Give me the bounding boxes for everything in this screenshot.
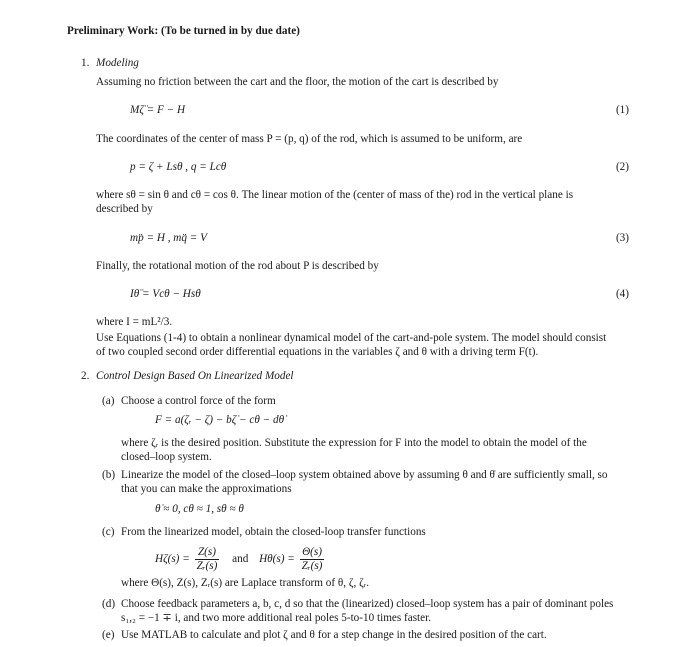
item-b-line-2: that you can make the approximations [121,483,292,495]
item-d-line-1: Choose feedback parameters a, b, c, d so that the (linearized) closed–loop system has a pair of dominant poles [121,598,614,610]
page-heading: Preliminary Work: (To be turned in by due date) [67,25,300,37]
item-e-line-1: Use MATLAB to calculate and plot ζ and θ for a step change in the desired position of the cart. [121,629,547,641]
use-equations-line-2: of two coupled second order differential equations in the variables ζ and θ with a driving term F(t). [96,346,539,358]
where-line-2: described by [96,203,153,215]
equation-3-number: (3) [615,232,629,244]
item-a-line-3: closed–loop system. [121,451,212,463]
equation-1-number: (1) [615,104,629,116]
section-1-intro: Assuming no friction between the cart and the floor, the motion of the cart is described by [96,76,499,88]
use-equations-line-1: Use Equations (1-4) to obtain a nonlinear dynamical model of the cart-and-pole system. The model should consist [96,332,607,344]
where-line-1: where sθ = sin θ and cθ = cos θ. The linear motion of the (center of mass of the) rod in the vertical plane is [96,189,574,201]
item-a-label: (a) [102,395,115,407]
item-c-line-2: where Θ(s), Z(s), Zᵣ(s) are Laplace transform of θ, ζ, ζᵣ. [121,577,370,589]
item-d-label: (d) [102,598,116,610]
equation-4-number: (4) [615,288,629,300]
equation-3: mp̈ = H , mq̈ = V [130,232,207,244]
equation-4: Iθ̈ = Vcθ − Hsθ [130,288,201,300]
item-c-label: (c) [102,526,115,538]
item-b-equation: θ̇ ≈ 0, cθ ≈ 1, sθ ≈ θ [155,503,244,515]
section-2-title: Control Design Based On Linearized Model [96,370,294,382]
section-1-title: Modeling [96,57,139,69]
h-theta-fraction [300,546,325,573]
h-theta-denominator: Zᵣ(s) [301,559,323,572]
transfer-functions [155,546,326,573]
h-zeta-fraction [195,546,220,573]
where-inertia: where I = mL²/3. [96,316,173,328]
h-theta-lhs: Hθ(s) = [259,552,295,565]
h-zeta-numerator: Z(s) [195,546,220,560]
item-a-equation: F = a(ζᵣ − ζ) − bζ̇ − cθ − dθ̇ [155,414,285,426]
equation-2: p = ζ + Lsθ , q = Lcθ [130,161,227,173]
item-b-line-1: Linearize the model of the closed–loop system obtained above by assuming θ and θ̇ are sufficiently small, so [121,469,608,481]
h-zeta-lhs: Hζ(s) = [155,552,190,565]
h-zeta-denominator: Zᵣ(s) [196,559,218,572]
and-word: and [232,552,249,565]
item-d-line-2: s₁,₂ = −1 ∓ i, and two more additional real poles 5-to-10 times faster. [121,612,432,624]
h-theta-numerator: Θ(s) [300,546,325,560]
item-a-line-2: where ζᵣ is the desired position. Substitute the expression for F into the model to obtain the model of the [121,437,587,449]
section-1-number: 1. [81,57,90,69]
item-e-label: (e) [102,629,115,641]
item-a-line-1: Choose a control force of the form [121,395,276,407]
equation-1: Mζ̈ = F − H [130,104,186,116]
item-b-label: (b) [102,469,116,481]
equation-2-number: (2) [615,161,629,173]
rotation-text: Finally, the rotational motion of the rod about P is described by [96,260,379,272]
center-of-mass-text: The coordinates of the center of mass P = (p, q) of the rod, which is assumed to be uniform, are [96,133,523,145]
section-2-number: 2. [81,370,90,382]
item-c-line-1: From the linearized model, obtain the closed-loop transfer functions [121,526,426,538]
